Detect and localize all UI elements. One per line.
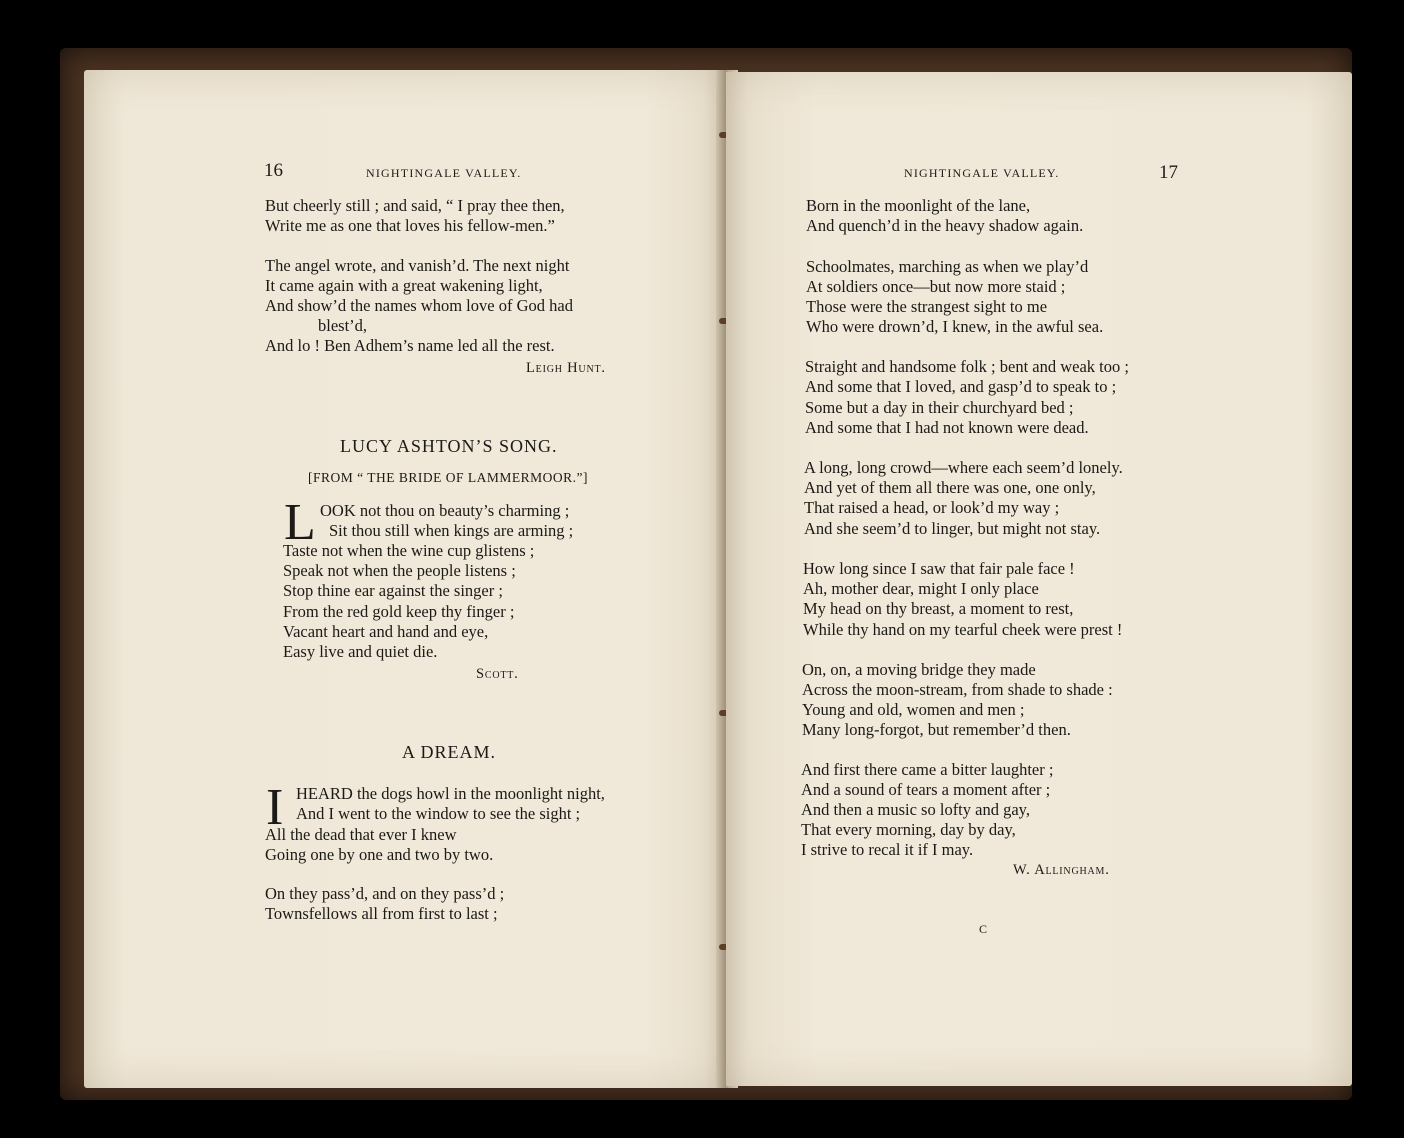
poem-line: At soldiers once—but now more staid ;	[806, 277, 1066, 296]
poem-line: Young and old, women and men ;	[802, 700, 1025, 719]
poem-line: And I went to the window to see the sight ;	[296, 804, 581, 823]
poem-line: While thy hand on my tearful cheek were prest !	[803, 620, 1123, 639]
running-head: NIGHTINGALE VALLEY.	[904, 166, 1060, 180]
poem-line: My head on thy breast, a moment to rest,	[803, 599, 1074, 618]
poem-line: OOK not thou on beauty’s charming ;	[320, 501, 570, 520]
poem-line: Ah, mother dear, might I only place	[803, 579, 1039, 598]
poem-line: And show’d the names whom love of God had	[265, 296, 573, 315]
author-attribution: Leigh Hunt.	[526, 360, 606, 376]
page-number: 16	[264, 160, 283, 181]
poem-line: Going one by one and two by two.	[265, 845, 494, 864]
poem-line: Taste not when the wine cup glistens ;	[283, 541, 535, 560]
poem-title: A DREAM.	[402, 742, 497, 762]
author-attribution: Scott.	[476, 666, 519, 682]
page-number: 17	[1159, 162, 1178, 183]
poem-line: Across the moon-stream, from shade to shade :	[802, 680, 1113, 699]
poem-line: On they pass’d, and on they pass’d ;	[265, 884, 505, 903]
poem-line: blest’d,	[318, 316, 368, 335]
poem-line: HEARD the dogs howl in the moonlight night,	[296, 784, 605, 803]
poem-line: But cheerly still ; and said, “ I pray thee then,	[265, 196, 565, 215]
poem-line: And yet of them all there was one, one only,	[804, 478, 1096, 497]
poem-line: Easy live and quiet die.	[283, 642, 438, 661]
poem-line: Straight and handsome folk ; bent and weak too ;	[805, 357, 1129, 376]
poem-line: And then a music so lofty and gay,	[801, 800, 1030, 819]
poem-line: Sit thou still when kings are arming ;	[329, 521, 574, 540]
poem-line: Who were drown’d, I knew, in the awful sea.	[806, 317, 1104, 336]
poem-line: From the red gold keep thy finger ;	[283, 602, 515, 621]
poem-line: And a sound of tears a moment after ;	[801, 780, 1051, 799]
poem-line: Write me as one that loves his fellow-men.”	[265, 216, 555, 235]
poem-line: All the dead that ever I knew	[265, 825, 457, 844]
poem-line: That every morning, day by day,	[801, 820, 1016, 839]
poem-line: Stop thine ear against the singer ;	[283, 581, 503, 600]
poem-line: Townsfellows all from first to last ;	[265, 904, 498, 923]
poem-line: I strive to recal it if I may.	[801, 840, 974, 859]
drop-cap: I	[266, 779, 284, 836]
author-attribution: W. Allingham.	[1013, 862, 1110, 878]
poem-line: And lo ! Ben Adhem’s name led all the rest.	[265, 336, 555, 355]
poem-title: LUCY ASHTON’S SONG.	[340, 436, 558, 456]
poem-line: Speak not when the people listens ;	[283, 561, 516, 580]
drop-cap: L	[284, 494, 316, 551]
poem-line: Schoolmates, marching as when we play’d	[806, 257, 1089, 276]
poem-line: Those were the strangest sight to me	[806, 297, 1048, 316]
poem-line: How long since I saw that fair pale face !	[803, 559, 1075, 578]
poem-line: And some that I loved, and gasp’d to speak to ;	[805, 377, 1117, 396]
poem-line: And quench’d in the heavy shadow again.	[806, 216, 1084, 235]
signature-mark: C	[979, 922, 988, 936]
poem-source-note: [FROM “ THE BRIDE OF LAMMERMOOR.”]	[308, 470, 589, 485]
poem-line: That raised a head, or look’d my way ;	[804, 498, 1060, 517]
poem-line: On, on, a moving bridge they made	[802, 660, 1036, 679]
poem-line: And she seem’d to linger, but might not stay.	[804, 519, 1101, 538]
poem-line: It came again with a great wakening light,	[265, 276, 543, 295]
poem-line: And first there came a bitter laughter ;	[801, 760, 1054, 779]
poem-line: The angel wrote, and vanish’d. The next night	[265, 256, 570, 275]
poem-line: Some but a day in their churchyard bed ;	[805, 398, 1074, 417]
poem-line: Many long-forgot, but remember’d then.	[802, 720, 1071, 739]
poem-line: Born in the moonlight of the lane,	[806, 196, 1031, 215]
running-head: NIGHTINGALE VALLEY.	[366, 166, 522, 180]
poem-line: Vacant heart and hand and eye,	[283, 622, 489, 641]
poem-line: And some that I had not known were dead.	[805, 418, 1089, 437]
poem-line: A long, long crowd—where each seem’d lonely.	[804, 458, 1123, 477]
